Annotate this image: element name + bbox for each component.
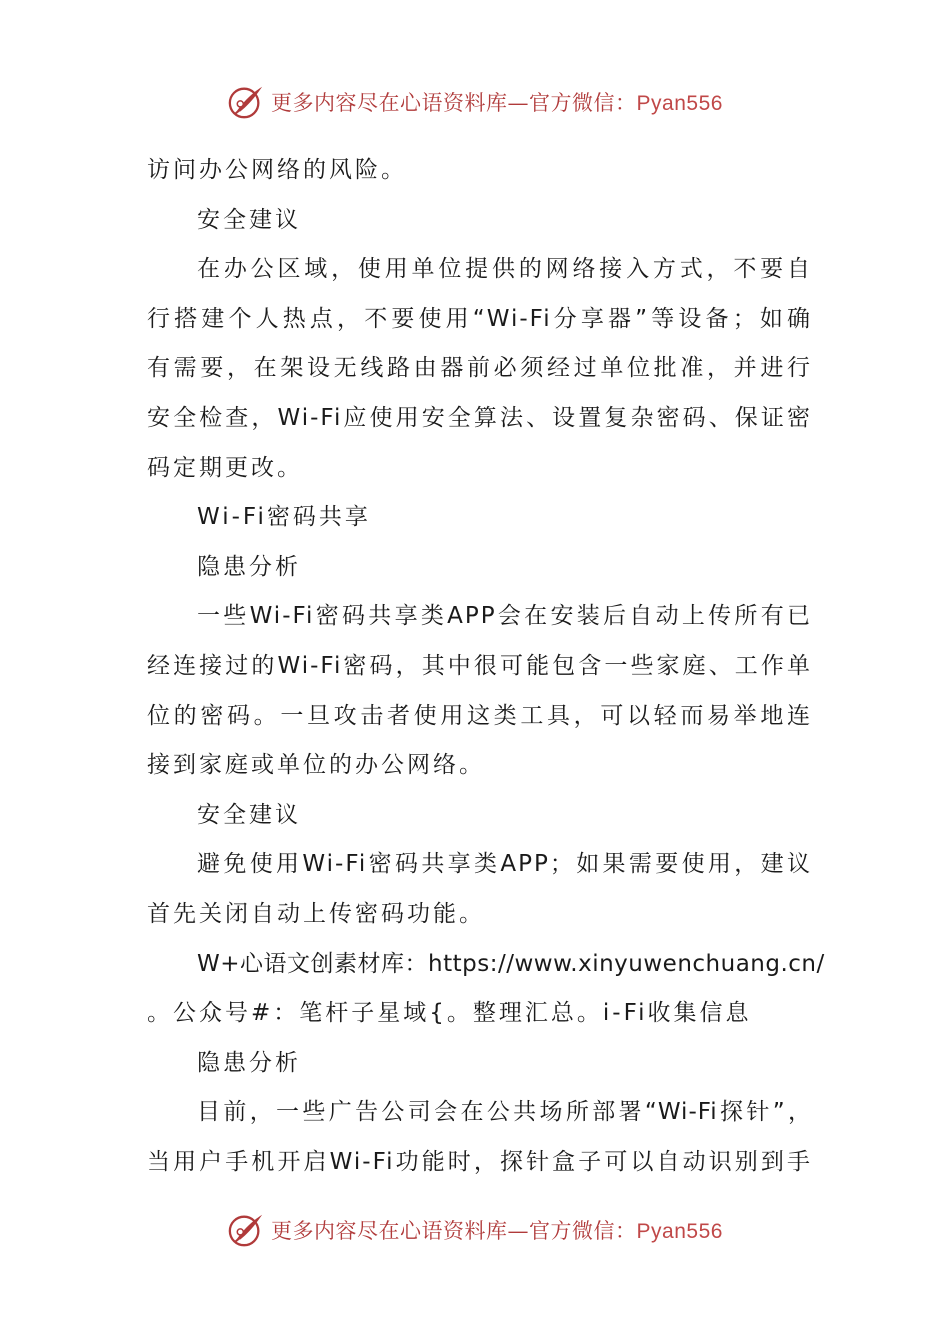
header-banner-text: [271, 87, 723, 117]
section-heading: 隐患分析: [197, 553, 301, 580]
paragraph-line: 访问办公网络的风险。: [147, 157, 407, 183]
section-heading: 隐患分析: [197, 1049, 301, 1076]
paragraph-line: 目前，一些广告公司会在公共场所部署“Wi-Fi探针”，: [197, 1099, 812, 1126]
paragraph-line: 经连接过的Wi-Fi密码，其中很可能包含一些家庭、工作单: [147, 652, 812, 679]
paragraph-line: 位的密码。一旦攻击者使用这类工具，可以轻而易举地连: [147, 702, 812, 729]
section-heading: 安全建议: [197, 801, 301, 828]
paragraph-line: 当用户手机开启Wi-Fi功能时，探针盒子可以自动识别到手: [147, 1148, 812, 1175]
paragraph-line: 行搭建个人热点，不要使用“Wi-Fi分享器”等设备；如确: [147, 305, 812, 332]
paragraph-line: 安全检查，Wi-Fi应使用安全算法、设置复杂密码、保证密: [147, 404, 812, 431]
document-body: [147, 146, 825, 1187]
paragraph-line: 避免使用Wi-Fi密码共享类APP；如果需要使用，建议: [197, 851, 812, 878]
header-banner-main: 更多内容尽在心语资料库—官方微信：: [271, 91, 637, 115]
section-heading: 安全建议: [197, 206, 301, 233]
paragraph-line: 。公众号#：笔杆子星域{。整理汇总。i-Fi收集信息: [147, 1000, 752, 1027]
paragraph-line: 有需要，在架设无线路由器前必须经过单位批准，并进行: [147, 355, 812, 382]
paragraph-line: 首先关闭自动上传密码功能。: [147, 900, 485, 927]
footer-banner-wechat: Pyan556: [636, 1220, 723, 1243]
footer-banner: [0, 1210, 950, 1250]
header-banner-wechat: Pyan556: [636, 92, 723, 115]
footer-banner-text: [271, 1215, 723, 1245]
quill-pen-logo-icon: [227, 83, 265, 121]
paragraph-line: 码定期更改。: [147, 454, 303, 481]
footer-banner-main: 更多内容尽在心语资料库—官方微信：: [271, 1219, 637, 1243]
paragraph-line: 接到家庭或单位的办公网络。: [147, 752, 485, 779]
paragraph-line: 一些Wi-Fi密码共享类APP会在安装后自动上传所有已: [197, 603, 812, 630]
header-banner: [0, 82, 950, 122]
paragraph-line: W+心语文创素材库：https://www.xinyuwenchuang.cn/: [197, 950, 825, 977]
paragraph-line: 在办公区域，使用单位提供的网络接入方式，不要自: [197, 256, 812, 283]
quill-pen-logo-icon: [227, 1211, 265, 1249]
section-heading: Wi-Fi密码共享: [197, 504, 371, 531]
